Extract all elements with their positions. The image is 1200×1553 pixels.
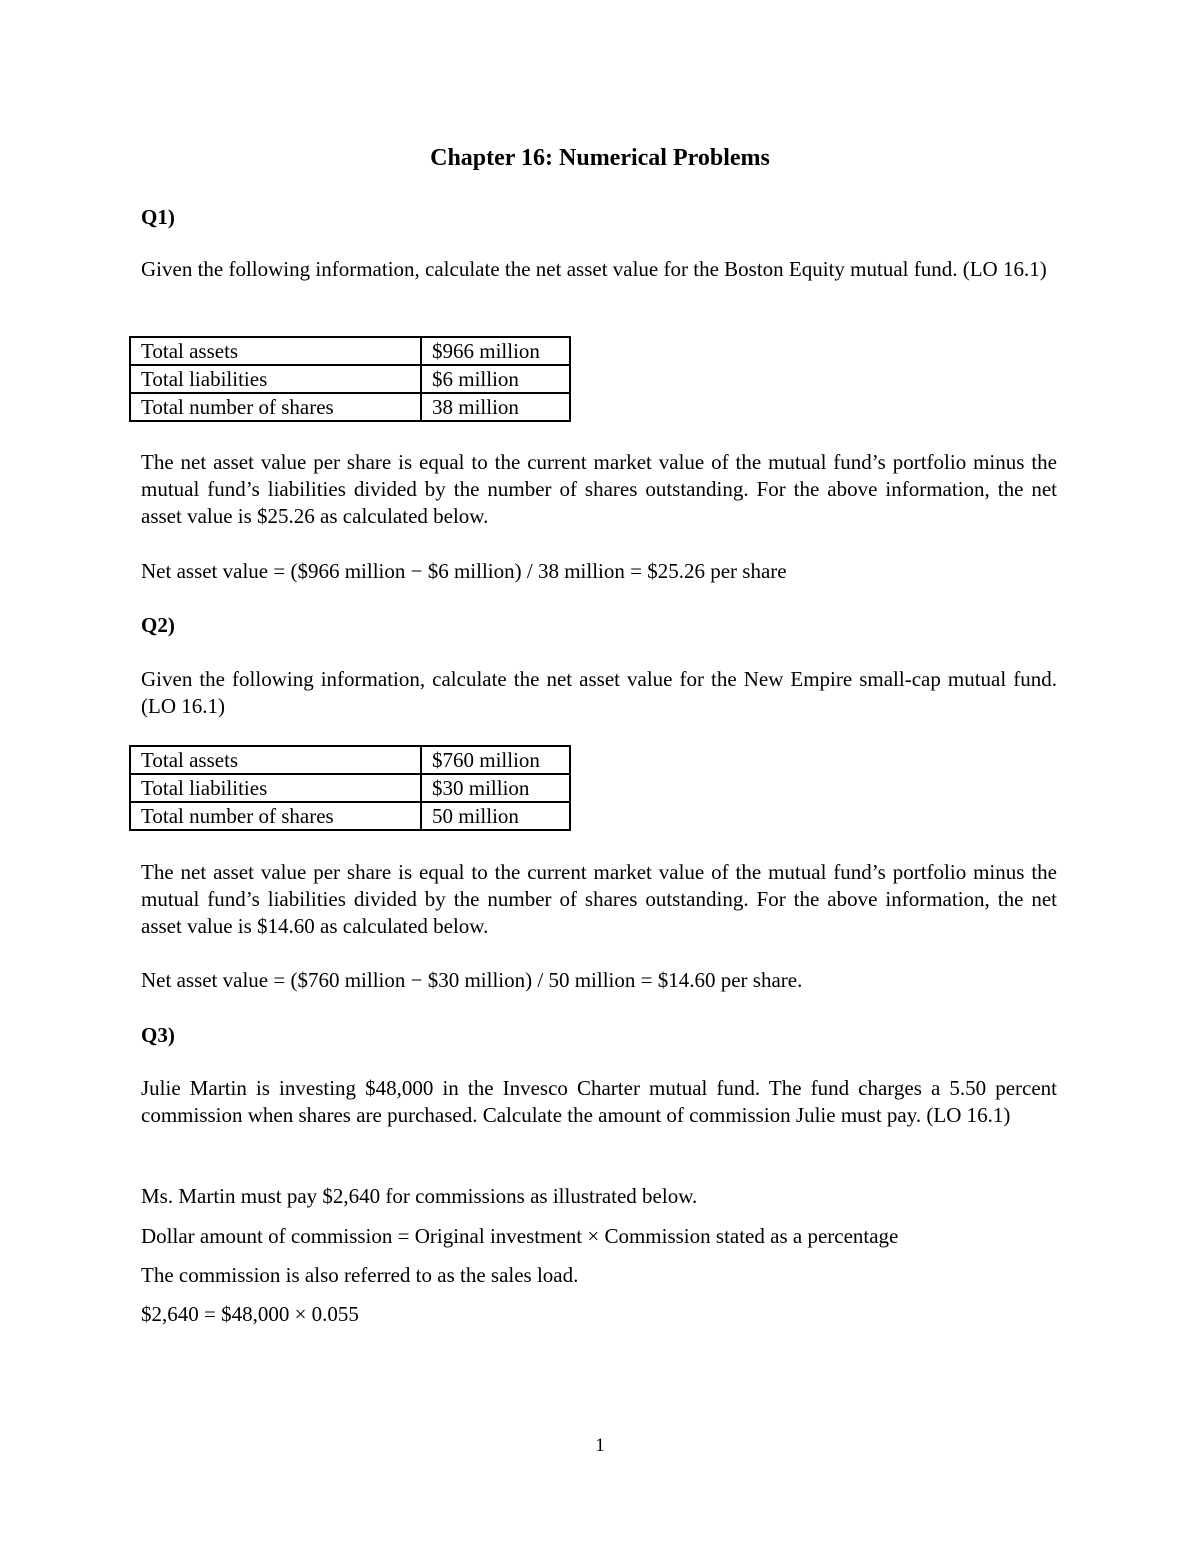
table-cell: Total liabilities	[130, 365, 421, 393]
table-cell: 50 million	[421, 802, 570, 830]
table-cell: Total liabilities	[130, 774, 421, 802]
table-row	[130, 802, 570, 830]
question-3-formula-definition: Dollar amount of commission = Original investment × Commission stated as a percentage	[141, 1224, 899, 1248]
question-1-heading: Q1)	[141, 205, 175, 229]
question-2-explanation: The net asset value per share is equal to the current market value of the mutual fund’s portfolio minus the mutual fund’s liabilities divided by the number of shares outstanding. For the above information, the net asset value is $14.60 as calculated below.	[141, 860, 1057, 938]
question-2-formula: Net asset value = ($760 million − $30 million) / 50 million = $14.60 per share.	[141, 968, 803, 992]
table-row	[130, 365, 570, 393]
question-3-note: The commission is also referred to as the sales load.	[141, 1263, 579, 1287]
table-cell: $30 million	[421, 774, 570, 802]
table-row	[130, 746, 570, 774]
table-cell: Total assets	[130, 337, 421, 365]
question-2-text: Given the following information, calculate the net asset value for the New Empire small-cap mutual fund. (LO 16.1)	[141, 667, 1057, 718]
page-title: Chapter 16: Numerical Problems	[430, 145, 770, 171]
table-row	[130, 393, 570, 421]
question-2-heading: Q2)	[141, 613, 175, 637]
table-cell: $760 million	[421, 746, 570, 774]
table-cell: Total assets	[130, 746, 421, 774]
question-1-formula: Net asset value = ($966 million − $6 million) / 38 million = $25.26 per share	[141, 559, 787, 583]
table-cell: Total number of shares	[130, 393, 421, 421]
question-1-explanation: The net asset value per share is equal to the current market value of the mutual fund’s portfolio minus the mutual fund’s liabilities divided by the number of shares outstanding. For the above information, the net asset value is $25.26 as calculated below.	[141, 450, 1057, 528]
page-number: 1	[595, 1435, 605, 1456]
question-1-table	[129, 336, 571, 422]
table-cell: $966 million	[421, 337, 570, 365]
table-row	[130, 337, 570, 365]
question-3-answer-line: Ms. Martin must pay $2,640 for commissions as illustrated below.	[141, 1184, 698, 1208]
question-3-calculation: $2,640 = $48,000 × 0.055	[141, 1302, 359, 1326]
table-cell: 38 million	[421, 393, 570, 421]
table-cell: Total number of shares	[130, 802, 421, 830]
question-1-text: Given the following information, calculate the net asset value for the Boston Equity mutual fund. (LO 16.1)	[141, 257, 1047, 281]
table-row	[130, 774, 570, 802]
question-3-text: Julie Martin is investing $48,000 in the Invesco Charter mutual fund. The fund charges a 5.50 percent commission when shares are purchased. Calculate the amount of commission Julie must pay. (LO 16.1)	[141, 1076, 1057, 1127]
question-2-table	[129, 745, 571, 831]
table-cell: $6 million	[421, 365, 570, 393]
question-3-heading: Q3)	[141, 1023, 175, 1047]
